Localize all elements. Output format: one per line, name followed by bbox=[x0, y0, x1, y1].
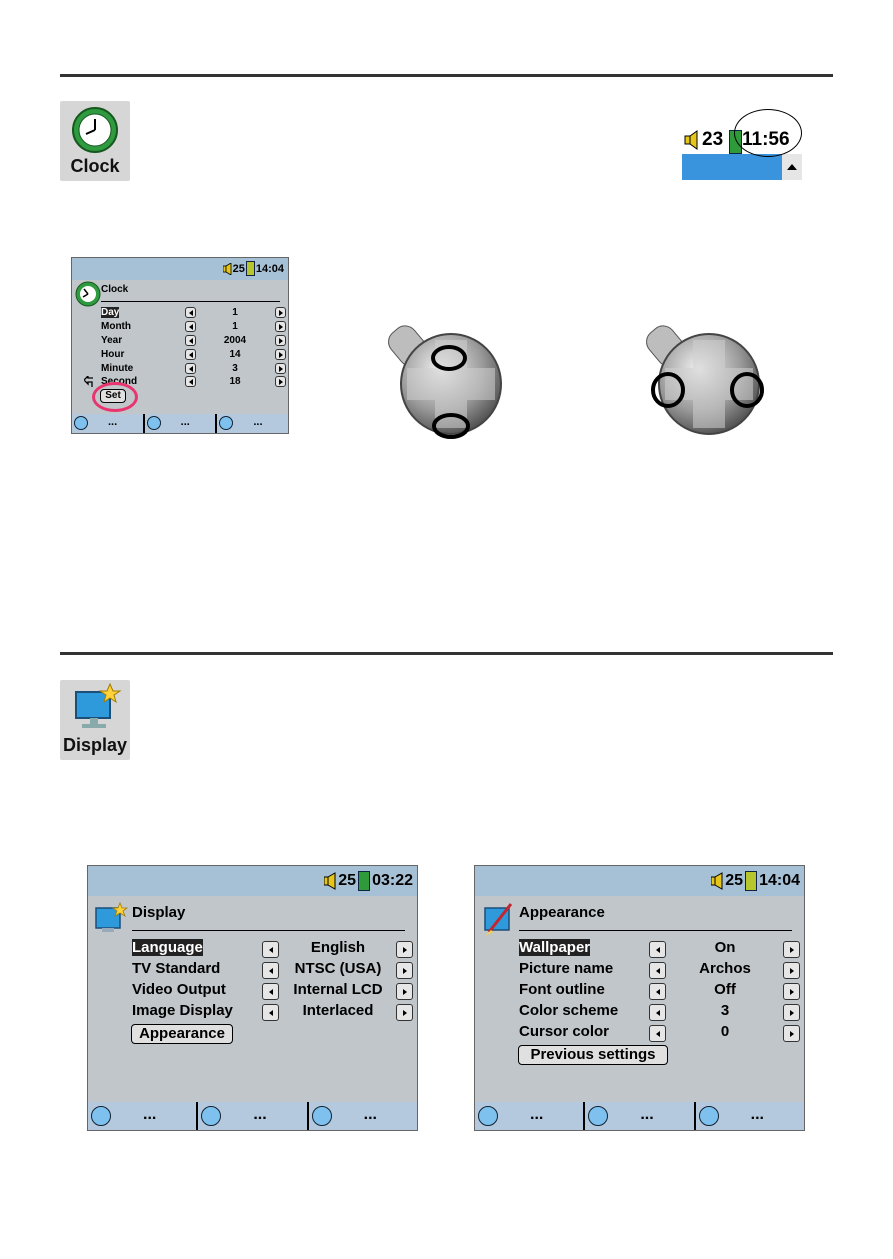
increase-arrow[interactable] bbox=[275, 376, 286, 387]
monitor-icon bbox=[60, 682, 130, 738]
increase-arrow[interactable] bbox=[396, 941, 413, 958]
softkey-dot-icon bbox=[699, 1106, 719, 1126]
paintbrush-monitor-icon bbox=[481, 902, 515, 938]
increase-arrow[interactable] bbox=[275, 321, 286, 332]
setting-name: Month bbox=[101, 321, 131, 332]
increase-arrow[interactable] bbox=[783, 1025, 800, 1042]
setting-name: Day bbox=[101, 307, 120, 318]
speaker-icon bbox=[711, 872, 725, 890]
increase-arrow[interactable] bbox=[396, 1004, 413, 1021]
scroll-up-arrow[interactable] bbox=[782, 154, 802, 180]
setting-value: 1 bbox=[232, 321, 238, 332]
setting-value: Interlaced bbox=[302, 1002, 374, 1019]
decrease-arrow[interactable] bbox=[262, 941, 279, 958]
decrease-arrow[interactable] bbox=[262, 962, 279, 979]
softkey-label: ... bbox=[530, 1106, 544, 1123]
appearance-settings-screen bbox=[474, 865, 805, 1131]
softkey-dot-icon bbox=[588, 1106, 608, 1126]
setting-row[interactable] bbox=[88, 1002, 417, 1022]
setting-row[interactable] bbox=[475, 1023, 804, 1043]
softkey-1[interactable] bbox=[88, 1102, 198, 1130]
setting-row[interactable] bbox=[475, 1002, 804, 1022]
setting-value: 18 bbox=[229, 376, 241, 387]
decrease-arrow[interactable] bbox=[649, 983, 666, 1000]
back-arrow-icon bbox=[84, 376, 96, 388]
setting-value: NTSC (USA) bbox=[294, 960, 382, 977]
increase-arrow[interactable] bbox=[275, 363, 286, 374]
volume-level: 23 bbox=[702, 129, 724, 150]
setting-row[interactable] bbox=[88, 960, 417, 980]
softkey-dot-icon bbox=[478, 1106, 498, 1126]
increase-arrow[interactable] bbox=[275, 349, 286, 360]
screen-title: Appearance bbox=[519, 904, 605, 921]
screen-status bbox=[711, 871, 800, 891]
increase-arrow[interactable] bbox=[783, 1004, 800, 1021]
nav-pad-left-right bbox=[645, 318, 785, 448]
section-divider-clock bbox=[60, 74, 833, 77]
setting-row[interactable] bbox=[88, 939, 417, 959]
setting-name: Year bbox=[101, 335, 123, 346]
softkey-label: ... bbox=[253, 416, 263, 428]
setting-value: Archos bbox=[699, 960, 751, 977]
softkey-2[interactable] bbox=[585, 1102, 695, 1130]
softkey-label: ... bbox=[108, 416, 118, 428]
setting-value: 3 bbox=[720, 1002, 730, 1019]
decrease-arrow[interactable] bbox=[649, 1025, 666, 1042]
previous-settings-button[interactable]: Previous settings bbox=[518, 1045, 668, 1065]
increase-arrow[interactable] bbox=[783, 941, 800, 958]
clock-time: 11:56 bbox=[742, 129, 790, 150]
speaker-icon bbox=[684, 130, 702, 150]
nav-pad-up-down bbox=[385, 318, 515, 448]
clock-icon-label: Clock bbox=[70, 156, 120, 176]
softkey-label: ... bbox=[143, 1106, 157, 1123]
battery-icon bbox=[745, 871, 757, 891]
decrease-arrow[interactable] bbox=[649, 1004, 666, 1021]
display-app-icon[interactable] bbox=[60, 680, 130, 760]
increase-arrow[interactable] bbox=[275, 335, 286, 346]
setting-value: 3 bbox=[232, 363, 238, 374]
setting-value: English bbox=[310, 939, 366, 956]
display-settings-screen bbox=[87, 865, 418, 1131]
clock-settings-screen bbox=[71, 257, 289, 434]
setting-value: 2004 bbox=[223, 335, 247, 346]
clock-time: 03:22 bbox=[372, 872, 413, 889]
setting-name: Color scheme bbox=[519, 1002, 619, 1019]
setting-row[interactable] bbox=[72, 307, 288, 320]
decrease-arrow[interactable] bbox=[649, 962, 666, 979]
softkey-dot-icon bbox=[201, 1106, 221, 1126]
softkey-label: ... bbox=[750, 1106, 764, 1123]
clock-time: 14:04 bbox=[255, 262, 284, 275]
setting-row[interactable] bbox=[475, 981, 804, 1001]
speaker-icon bbox=[324, 872, 338, 890]
setting-name: Font outline bbox=[519, 981, 605, 998]
clock-icon bbox=[60, 103, 130, 163]
softkey-dot-icon bbox=[147, 416, 161, 430]
decrease-arrow[interactable] bbox=[185, 349, 196, 360]
monitor-icon bbox=[94, 902, 128, 938]
setting-name: TV Standard bbox=[132, 960, 221, 977]
screen-title: Display bbox=[132, 904, 186, 921]
screen-status bbox=[324, 871, 413, 891]
setting-name: Hour bbox=[101, 349, 125, 360]
setting-name: Minute bbox=[101, 363, 134, 374]
volume-level: 25 bbox=[232, 262, 245, 275]
status-bar-snippet bbox=[682, 118, 808, 182]
title-divider bbox=[519, 930, 792, 931]
softkey-dot-icon bbox=[74, 416, 88, 430]
softkey-label: ... bbox=[363, 1106, 377, 1123]
softkey-bar bbox=[72, 414, 288, 433]
setting-value: 14 bbox=[229, 349, 241, 360]
setting-value: 1 bbox=[232, 307, 238, 318]
setting-row[interactable] bbox=[72, 321, 288, 334]
softkey-label: ... bbox=[640, 1106, 654, 1123]
volume-level: 25 bbox=[338, 872, 357, 889]
setting-row[interactable] bbox=[72, 335, 288, 348]
decrease-arrow[interactable] bbox=[185, 321, 196, 332]
time-highlight-ellipse bbox=[734, 109, 802, 157]
increase-arrow[interactable] bbox=[783, 983, 800, 1000]
title-divider bbox=[132, 930, 405, 931]
softkey-3[interactable] bbox=[696, 1102, 804, 1130]
setting-name: Language bbox=[132, 939, 203, 956]
battery-icon bbox=[358, 871, 370, 891]
display-icon-label: Display bbox=[62, 735, 128, 755]
clock-time: 14:04 bbox=[759, 872, 800, 889]
setting-row[interactable] bbox=[88, 981, 417, 1001]
softkey-3[interactable] bbox=[309, 1102, 417, 1130]
setting-name: Second bbox=[101, 376, 138, 387]
decrease-arrow[interactable] bbox=[262, 983, 279, 1000]
increase-arrow[interactable] bbox=[275, 307, 286, 318]
softkey-dot-icon bbox=[91, 1106, 111, 1126]
screen-title: Clock bbox=[101, 284, 129, 295]
setting-row[interactable] bbox=[72, 363, 288, 376]
setting-value: 0 bbox=[720, 1023, 730, 1040]
section-divider-display bbox=[60, 652, 833, 655]
increase-arrow[interactable] bbox=[396, 962, 413, 979]
softkey-dot-icon bbox=[219, 416, 233, 430]
setting-row[interactable] bbox=[72, 349, 288, 362]
screen-status bbox=[223, 261, 284, 276]
softkey-bar bbox=[475, 1102, 804, 1130]
softkey-1[interactable] bbox=[72, 414, 145, 433]
decrease-arrow[interactable] bbox=[185, 363, 196, 374]
increase-arrow[interactable] bbox=[783, 962, 800, 979]
set-button[interactable]: Set bbox=[100, 389, 126, 403]
title-divider bbox=[101, 301, 280, 302]
decrease-arrow[interactable] bbox=[649, 941, 666, 958]
decrease-arrow[interactable] bbox=[262, 1004, 279, 1021]
setting-name: Video Output bbox=[132, 981, 226, 998]
setting-name: Cursor color bbox=[519, 1023, 610, 1040]
setting-value: Off bbox=[714, 981, 736, 998]
softkey-dot-icon bbox=[312, 1106, 332, 1126]
softkey-label: ... bbox=[180, 416, 190, 428]
decrease-arrow[interactable] bbox=[185, 307, 196, 318]
setting-name: Wallpaper bbox=[519, 939, 591, 956]
clock-icon bbox=[74, 280, 102, 308]
speaker-icon bbox=[223, 263, 233, 275]
setting-name: Image Display bbox=[132, 1002, 233, 1019]
increase-arrow[interactable] bbox=[396, 983, 413, 1000]
softkey-label: ... bbox=[253, 1106, 267, 1123]
clock-app-icon[interactable] bbox=[60, 101, 130, 181]
decrease-arrow[interactable] bbox=[185, 335, 196, 346]
setting-row[interactable] bbox=[475, 939, 804, 959]
softkey-2[interactable] bbox=[145, 414, 218, 433]
softkey-bar bbox=[88, 1102, 417, 1130]
setting-name: Picture name bbox=[519, 960, 614, 977]
softkey-3[interactable] bbox=[217, 414, 288, 433]
set-highlight-circle bbox=[92, 382, 138, 412]
setting-value: Internal LCD bbox=[293, 981, 383, 998]
volume-level: 25 bbox=[725, 872, 744, 889]
setting-value: On bbox=[714, 939, 736, 956]
decrease-arrow[interactable] bbox=[185, 376, 196, 387]
setting-row[interactable] bbox=[475, 960, 804, 980]
appearance-button[interactable]: Appearance bbox=[131, 1024, 233, 1044]
battery-icon bbox=[246, 261, 255, 276]
softkey-1[interactable] bbox=[475, 1102, 585, 1130]
softkey-2[interactable] bbox=[198, 1102, 308, 1130]
